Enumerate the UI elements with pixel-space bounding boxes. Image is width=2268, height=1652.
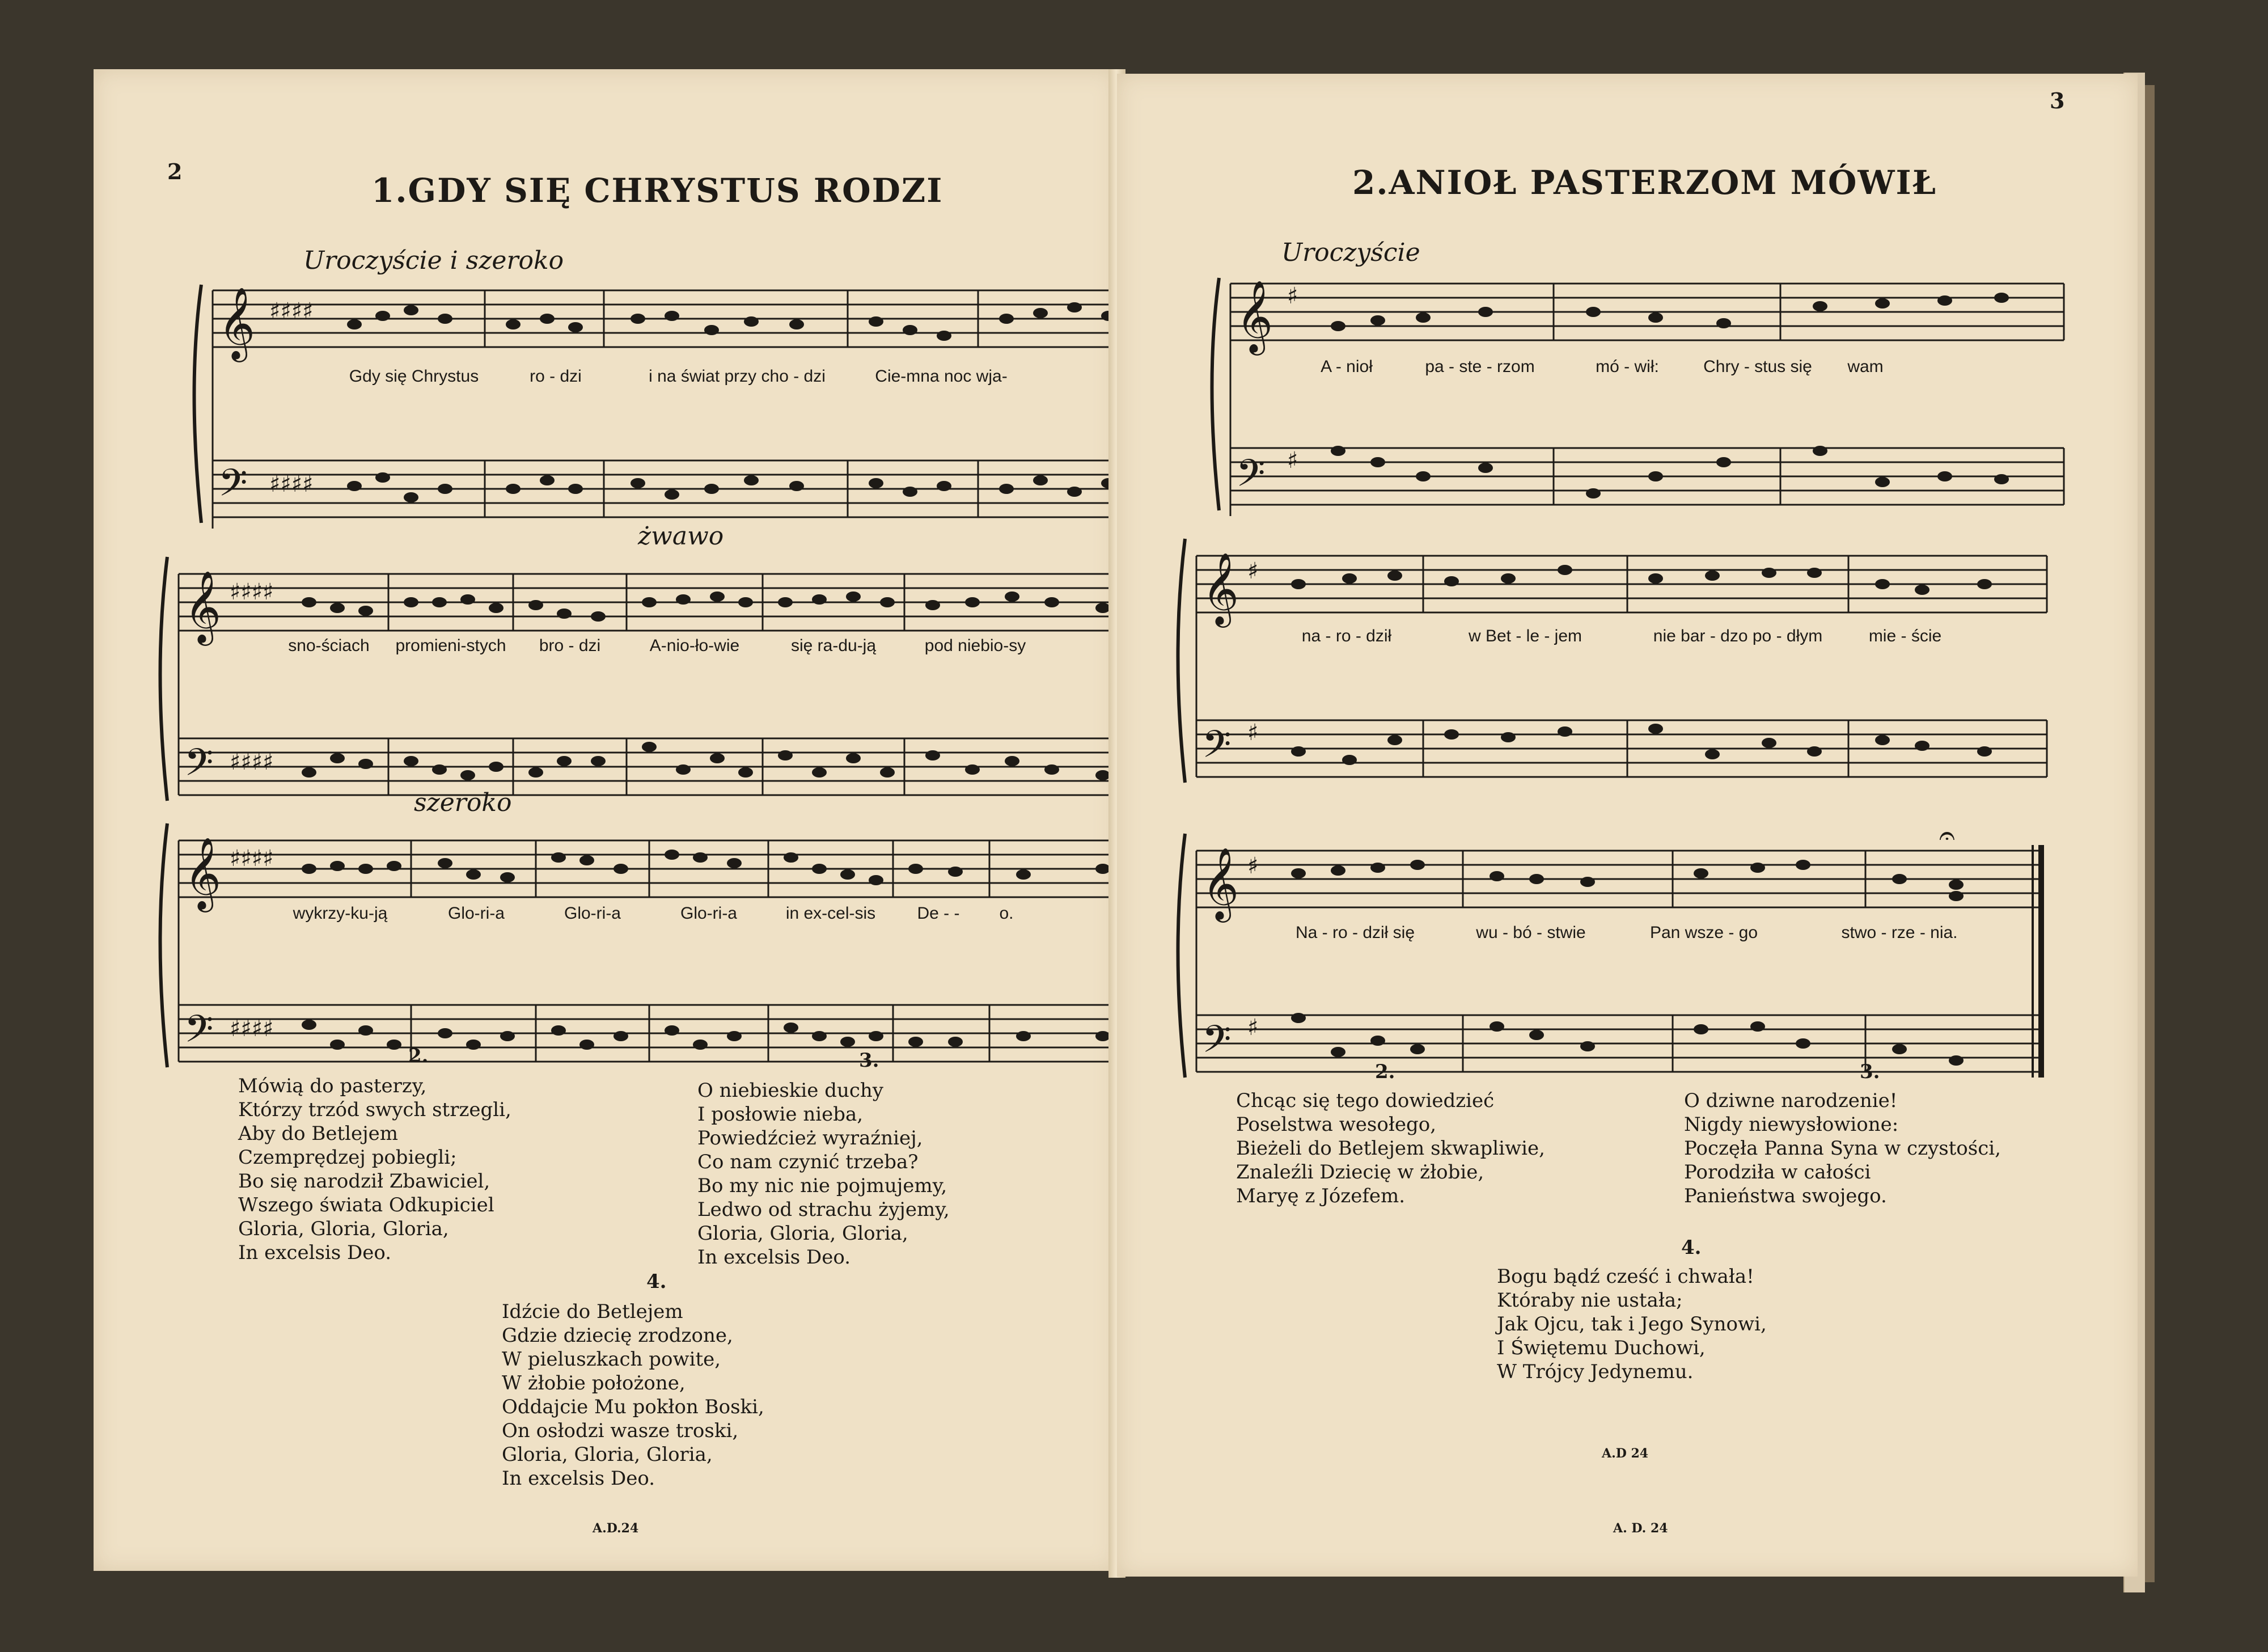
svg-text:𝄞: 𝄞 xyxy=(1202,847,1239,919)
verse-number: 3. xyxy=(859,1049,879,1072)
lyric: sno-ściach xyxy=(288,636,370,655)
music-system-3 xyxy=(1168,822,2053,1095)
svg-text:♯♯♯♯: ♯♯♯♯ xyxy=(230,579,274,605)
svg-text:𝄢: 𝄢 xyxy=(184,1007,214,1060)
svg-text:♯: ♯ xyxy=(1247,558,1259,584)
svg-text:𝄞: 𝄞 xyxy=(1236,280,1273,352)
lyric: mó - wił: xyxy=(1596,357,1659,376)
page-number: 3 xyxy=(2050,88,2065,113)
lyric: wykrzy-ku-ją xyxy=(293,904,388,923)
svg-text:♯♯♯♯: ♯♯♯♯ xyxy=(230,749,274,775)
lyric: Chry - stus się xyxy=(1703,357,1812,376)
lyric: Na - ro - dził się xyxy=(1295,923,1415,942)
music-system-2 xyxy=(150,546,1148,812)
svg-text:𝄞: 𝄞 xyxy=(1202,552,1239,624)
lyric: De - - xyxy=(917,904,960,923)
lyric: pa - ste - rzom xyxy=(1425,357,1535,376)
svg-text:♯: ♯ xyxy=(1247,853,1259,879)
lyrics-line-1 xyxy=(332,367,1137,386)
verse-4: Idźcie do Betlejem Gdzie dziecię zrodzone, W pieluszkach powite, W żłobie położone, Oddajcie Mu pokłon Boski, On osłodzi wasze troski, Gloria, Gloria, Gloria, In excelsis Deo. xyxy=(502,1300,764,1490)
lyric: Pan wsze - go xyxy=(1649,923,1758,942)
lyric: mie - ście xyxy=(1868,627,1942,645)
lyric: A - nioł xyxy=(1321,357,1373,376)
svg-text:♯♯♯♯: ♯♯♯♯ xyxy=(230,1016,274,1042)
lyrics-line-3 xyxy=(264,904,1125,923)
svg-text:𝄞: 𝄞 xyxy=(218,286,256,359)
lyric: w Bet - le - jem xyxy=(1468,627,1582,645)
svg-text:♯♯♯♯: ♯♯♯♯ xyxy=(230,846,274,872)
lyric: Glo-ri-a xyxy=(447,904,505,923)
svg-text:𝄐: 𝄐 xyxy=(1939,822,1955,852)
lyric: i na świat przy cho - dzi xyxy=(649,367,826,386)
lyrics-line-3 xyxy=(1264,923,2070,943)
lyric: ro - dzi xyxy=(530,367,582,386)
lyric: A-nio-ło-wie xyxy=(649,636,740,655)
lyrics-line-2 xyxy=(1270,627,2053,646)
svg-text:♯: ♯ xyxy=(1287,283,1298,309)
verse-number: 4. xyxy=(1681,1236,1702,1259)
lyrics-line-1 xyxy=(1304,357,2019,377)
song-title: 1.GDY SIĘ CHRYSTUS RODZI xyxy=(371,171,943,210)
verse-3: O dziwne narodzenie! Nigdy niewysłowione: Poczęła Panna Syna w czystości, Porodziła w całości Panieństwa swojego. xyxy=(1684,1089,2001,1207)
svg-text:𝄢: 𝄢 xyxy=(1202,1017,1232,1070)
svg-text:♯♯♯♯: ♯♯♯♯ xyxy=(269,298,314,324)
lyric: bro - dzi xyxy=(539,636,601,655)
svg-text:𝄞: 𝄞 xyxy=(184,570,222,643)
verse-4: Bogu bądź cześć i chwała! Któraby nie ustała; Jak Ojcu, tak i Jego Synowi, I Świętemu Duchowi, W Trójcy Jedynemu. xyxy=(1497,1265,1767,1383)
verse-number: 3. xyxy=(1860,1061,1880,1083)
lyric: in ex-cel-sis xyxy=(785,904,876,923)
lyrics-line-2 xyxy=(269,636,1131,656)
music-system-3 xyxy=(150,812,1148,1079)
left-page xyxy=(94,69,1117,1571)
lyric: Glo-ri-a xyxy=(564,904,621,923)
catalog-number: A. D. 24 xyxy=(1613,1521,1668,1536)
music-system-1 xyxy=(1202,267,2081,522)
lyric: Glo-ri-a xyxy=(680,904,737,923)
svg-text:𝄢: 𝄢 xyxy=(1236,451,1266,504)
lyric: o. xyxy=(999,904,1014,923)
svg-text:♯: ♯ xyxy=(1247,1015,1259,1041)
lyric: Gdy się Chrystus xyxy=(349,367,479,386)
music-system-1 xyxy=(184,273,1148,534)
right-page xyxy=(1117,74,2138,1577)
lyric: wu - bó - stwie xyxy=(1476,923,1586,942)
svg-text:𝄢: 𝄢 xyxy=(184,741,214,793)
lyric: wam xyxy=(1847,357,1884,376)
svg-text:𝄞: 𝄞 xyxy=(184,836,222,909)
song-title: 2.ANIOŁ PASTERZOM MÓWIŁ xyxy=(1352,163,1937,202)
tempo-marking: Uroczyście xyxy=(1281,238,1420,267)
verse-3: O niebieskie duchy I posłowie nieba, Powiedźcież wyraźniej, Co nam czynić trzeba? Bo my nic nie pojmujemy, Ledwo od strachu żyjemy, Gloria, Gloria, Gloria, In excelsis Deo. xyxy=(697,1079,950,1269)
lyric: promieni-stych xyxy=(395,636,506,655)
lyric: stwo - rze - nia. xyxy=(1841,923,1958,942)
catalog-number: A.D 24 xyxy=(1602,1446,1649,1461)
tempo-marking: szeroko xyxy=(414,788,512,817)
lyric: się ra-du-ją xyxy=(790,636,877,655)
verse-number: 4. xyxy=(646,1270,667,1293)
tempo-marking: Uroczyście i szeroko xyxy=(303,246,564,275)
tempo-marking: żwawo xyxy=(638,522,724,551)
svg-text:𝄢: 𝄢 xyxy=(218,461,248,514)
svg-text:♯: ♯ xyxy=(1247,720,1259,746)
verse-2: Mówią do pasterzy, Którzy trzód swych strzegli, Aby do Betlejem Czemprędzej pobiegli; Bo się narodził Zbawiciel, Wszego świata Odkupiciel Gloria, Gloria, Gloria, In excelsis Deo. xyxy=(238,1075,511,1264)
lyric: na - ro - dził xyxy=(1301,627,1392,645)
svg-text:♯: ♯ xyxy=(1287,447,1298,474)
svg-text:♯♯♯♯: ♯♯♯♯ xyxy=(269,471,314,497)
verse-number: 2. xyxy=(1375,1061,1395,1083)
music-system-2 xyxy=(1168,527,2053,800)
verse-2: Chcąc się tego dowiedzieć Poselstwa wesołego, Bieżeli do Betlejem skwapliwie, Znaleźli Dziecię w żłobie, Maryę z Józefem. xyxy=(1236,1089,1545,1207)
lyric: Cie-mna noc wja- xyxy=(875,367,1008,386)
verse-number: 2. xyxy=(408,1045,429,1067)
page-number: 2 xyxy=(167,159,183,184)
lyric: nie bar - dzo po - dłym xyxy=(1653,627,1823,645)
svg-text:𝄢: 𝄢 xyxy=(1202,723,1232,775)
catalog-number: A.D.24 xyxy=(593,1521,639,1536)
lyric: pod niebio-sy xyxy=(924,636,1026,655)
